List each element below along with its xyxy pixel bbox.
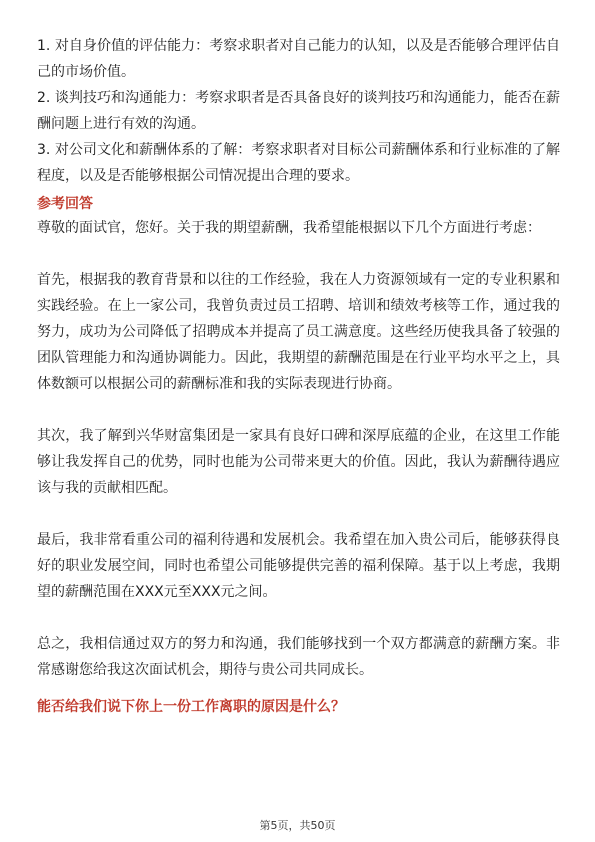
answer-paragraph-2: 其次，我了解到兴华财富集团是一家具有良好口碑和深厚底蕴的企业，在这里工作能够让我发挥自己的优势，同时也能为公司带来更大的价值。因此，我认为薪酬待遇应该与我的贡献相匹配。 [37,428,560,496]
answer-paragraph-3: 最后，我非常看重公司的福利待遇和发展机会。我希望在加入贵公司后，能够获得良好的职业发展空间，同时也希望公司能够提供完善的福利保障。基于以上考虑，我期望的薪酬范围在XXX元至XXX元之间。 [37,532,560,600]
paragraph-spacer [37,241,560,267]
criterion-item-2: 2. 谈判技巧和沟通能力：考察求职者是否具备良好的谈判技巧和沟通能力，能否在薪酬问题上进行有效的沟通。 [37,90,560,132]
criterion-item-1: 1. 对自身价值的评估能力：考察求职者对自己能力的认知，以及是否能够合理评估自己的市场价值。 [37,38,560,80]
page-number-footer: 第5页，共50页 [259,819,336,832]
next-question-heading: 能否给我们说下你上一份工作离职的原因是什么？ [37,699,345,715]
criterion-item-3: 3. 对公司文化和薪酬体系的了解：考察求职者对目标公司薪酬体系和行业标准的了解程度，以及是否能够根据公司情况提出合理的要求。 [37,142,560,184]
answer-intro: 尊敬的面试官，您好。关于我的期望薪酬，我希望能根据以下几个方面进行考虑： [37,220,541,236]
answer-paragraph-1: 首先，根据我的教育背景和以往的工作经验，我在人力资源领域有一定的专业积累和实践经验。在上一家公司，我曾负责过员工招聘、培训和绩效考核等工作，通过我的努力，成功为公司降低了招聘成本并提高了员工满意度。这些经历使我具备了较强的团队管理能力和沟通协调能力。因此，我期望的薪酬范围是在行业平均水平之上，具体数额可以根据公司的薪酬标准和我的实际表现进行协商。 [37,272,560,392]
reference-answer-heading: 参考回答 [37,196,93,212]
page-content [37,33,560,719]
paragraph-spacer [37,397,560,423]
answer-paragraph-4: 总之，我相信通过双方的努力和沟通，我们能够找到一个双方都满意的薪酬方案。非常感谢您给我这次面试机会，期待与贵公司共同成长。 [37,636,560,678]
paragraph-spacer [37,501,560,527]
paragraph-spacer [37,605,560,631]
